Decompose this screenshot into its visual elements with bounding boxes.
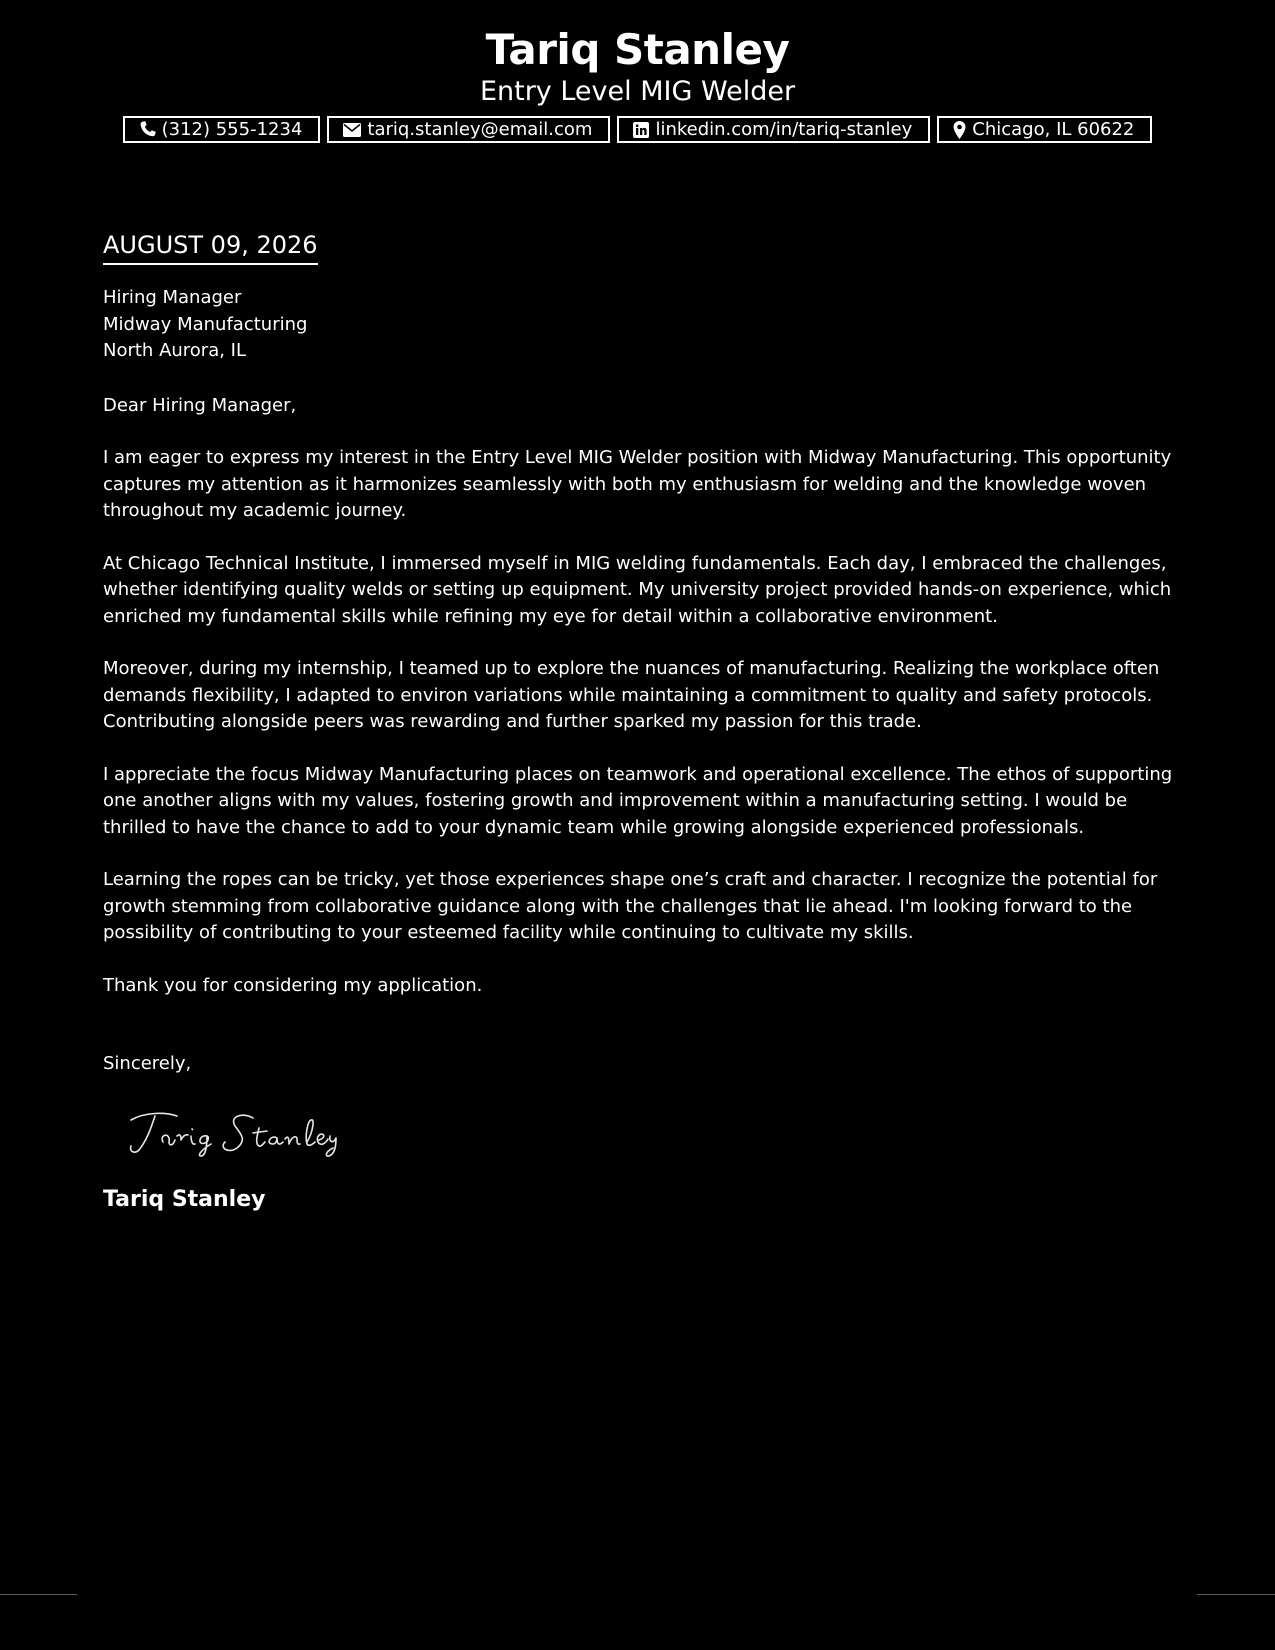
salutation: Dear Hiring Manager, xyxy=(103,394,297,416)
recipient-block xyxy=(103,285,1178,365)
letter-body xyxy=(103,230,1178,1214)
paragraph-4: I appreciate the focus Midway Manufacturing places on teamwork and operational excellence. The ethos of supporting one another aligns with my values, fostering growth and improvement within a manufacturing setting. I would be thrilled to have the chance to add to your dynamic team while growing alongside experienced professionals. xyxy=(103,763,1173,838)
contact-email[interactable] xyxy=(327,116,610,143)
paragraph-5: Learning the ropes can be tricky, yet those experiences shape one’s craft and character. I recognize the potential for growth stemming from collaborative guidance along with the challenges that lie ahead. I'm looking forward to the possibility of contributing to your esteemed facility while continuing to cultivate my skills. xyxy=(103,869,1158,943)
contact-linkedin[interactable] xyxy=(617,116,930,143)
footer-line-left xyxy=(0,1594,77,1595)
letter-header xyxy=(0,0,1275,143)
letter-date: AUGUST 09, 2026 xyxy=(103,230,318,265)
footer-line-right xyxy=(1197,1594,1275,1595)
paragraph-6: Thank you for considering my application. xyxy=(103,974,483,996)
applicant-name: Tariq Stanley xyxy=(485,25,790,74)
map-marker-icon xyxy=(953,121,966,139)
phone-text: (312) 555-1234 xyxy=(161,119,303,140)
signer-name: Tariq Stanley xyxy=(103,1186,266,1212)
handwritten-signature xyxy=(125,1106,345,1162)
paragraph-2: At Chicago Technical Institute, I immersed myself in MIG welding fundamentals. Each day, I embraced the challenges, whether identifying quality welds or setting up equipment. My university project provided hands-on experience, which enriched my fundamental skills while refining my eye for detail within a collaborative environment. xyxy=(103,552,1172,627)
contact-location[interactable] xyxy=(937,116,1152,143)
phone-icon xyxy=(139,121,156,138)
contact-phone[interactable] xyxy=(123,116,321,143)
recipient-company: Midway Manufacturing xyxy=(103,313,308,335)
location-text: Chicago, IL 60622 xyxy=(972,119,1135,140)
paragraph-1: I am eager to express my interest in the Entry Level MIG Welder position with Midway Manufacturing. This opportunity captures my attention as it harmonizes seamlessly with both my enthusiasm for welding and the knowledge woven throughout my academic journey. xyxy=(103,447,1172,521)
paragraph-3: Moreover, during my internship, I teamed up to explore the nuances of manufacturing. Realizing the workplace often demands flexibility, I adapted to environ variations while maintaining a commitment to quality and safety protocols. Contributing alongside peers was rewarding and further sparked my passion for this trade. xyxy=(103,658,1160,732)
recipient-location: North Aurora, IL xyxy=(103,340,247,361)
contact-bar xyxy=(0,116,1275,143)
recipient-title: Hiring Manager xyxy=(103,287,242,308)
email-text: tariq.stanley@email.com xyxy=(367,119,593,140)
linkedin-text: linkedin.com/in/tariq-stanley xyxy=(655,119,913,140)
applicant-title: Entry Level MIG Welder xyxy=(479,76,796,107)
envelope-icon xyxy=(343,123,361,137)
closing: Sincerely, xyxy=(103,1053,192,1074)
linkedin-icon xyxy=(633,122,649,138)
